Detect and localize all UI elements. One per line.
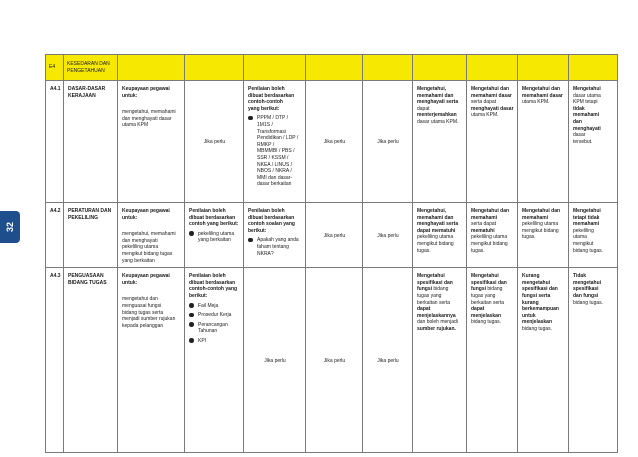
level-text-line: utama [573, 234, 587, 241]
bullet-icon [189, 313, 194, 318]
level-text-line: Mengetahui dan [522, 208, 561, 214]
competency-title [64, 203, 118, 268]
requirement-heading-line: untuk: [122, 279, 138, 286]
list-item [189, 338, 240, 345]
list-item [189, 322, 240, 335]
level-text-line: menterjemahkan [417, 112, 457, 119]
assessment-heading-line: Penilaian boleh [248, 86, 285, 92]
assessment-heading-line: yang berikut: [248, 105, 280, 112]
requirement-heading-line: untuk: [122, 214, 138, 221]
list-item-text: Prosedur Kerja [198, 312, 232, 319]
level-3-description [467, 81, 518, 203]
level-text-line: dan fungsi [573, 292, 599, 299]
list-item [189, 231, 240, 244]
level-text-line: memahami [573, 112, 600, 119]
level-text-line: Mengetahui, [417, 86, 447, 92]
list-item-text: dasar berkaitan [257, 181, 292, 188]
list-item-text: Transformasi [257, 128, 286, 135]
level-text-line: mengetahui [522, 279, 551, 286]
assessment-heading-line: dibuat berdasarkan [248, 214, 295, 221]
level-text-line: dapat [417, 105, 430, 112]
level-text-line: memahami [471, 214, 498, 221]
assessment-example-cell [185, 203, 244, 268]
level-text-line: Tidak [573, 273, 586, 280]
level-text-line: fungsi bidang [471, 286, 503, 293]
competency-title-line: PERATURAN DAN [68, 208, 112, 214]
requirement-heading-line: Keupayaan pegawai [122, 86, 170, 92]
level-text-line: memahami dasar [522, 92, 563, 99]
list-item-text: SSR / KSSM / [257, 154, 289, 161]
bullet-icon [189, 303, 194, 308]
spacer [122, 286, 181, 296]
level-text-line: memahami [573, 221, 600, 228]
competency-code: A4.1 [46, 81, 64, 203]
level-text-line: tersebut. [573, 138, 593, 145]
header-cell [306, 55, 363, 81]
level-text-line: dasar utama [573, 92, 601, 99]
bullet-icon [189, 322, 194, 327]
list-item-text: KPI [198, 337, 207, 344]
competency-title-line: DASAR-DASAR [68, 86, 106, 92]
not-applicable-cell: Jika perlu [306, 81, 363, 203]
level-text-line: Mengetahui [573, 86, 601, 92]
level-text-line: Mengetahui [417, 273, 445, 280]
level-text-line: utama KPM. [522, 99, 550, 106]
bullet-icon [189, 231, 194, 236]
level-text-line: serta dapat [471, 99, 497, 106]
level-text-line: tetapi tidak [573, 214, 600, 221]
assessment-example-cell [185, 268, 244, 453]
example-list [189, 303, 240, 345]
level-text-line: tugas. [471, 247, 485, 254]
level-text-tail: bidang [432, 286, 449, 293]
level-text-line: kurang [522, 299, 539, 306]
level-text-line: Kurang [522, 273, 540, 280]
level-text-line: Mengetahui dan [471, 208, 510, 214]
requirement-text-line: menjadi sumber rujukan [122, 316, 176, 323]
requirement-text-line: mengikut bidang tugas [122, 250, 173, 257]
list-item-text: RMKP / [257, 141, 275, 148]
competency-requirement [118, 81, 185, 203]
list-item-text: Fail Meja [198, 302, 219, 309]
list-item-text: Perancangan [198, 321, 228, 328]
list-item-text: PPPM / DTP / [257, 115, 289, 122]
list-item [248, 237, 302, 257]
level-1-description [569, 203, 618, 268]
competency-row [46, 268, 618, 453]
requirement-text-line: mengetahui, memahami [122, 231, 176, 238]
requirement-text-line: bidang tugas serta [122, 309, 164, 316]
level-text-line: mengetahui [573, 279, 602, 286]
level-text-line: dapat [417, 306, 431, 313]
level-text-line: dasar utama KPM. [417, 118, 459, 125]
level-4-description [413, 268, 467, 453]
assessment-heading-line: dibuat berdasarkan [189, 279, 236, 286]
level-text-line: menghayati [573, 125, 601, 132]
requirement-text-line: mengetahui, memahami [122, 109, 176, 116]
competency-requirement [118, 268, 185, 453]
competency-row [46, 81, 618, 203]
level-text-line: bidang tugas. [573, 247, 604, 254]
level-3-description [467, 203, 518, 268]
level-text-line: bidang tugas. [471, 319, 502, 326]
header-cell [413, 55, 467, 81]
level-text-line: menghayati dasar [471, 105, 514, 112]
competency-title-line: PENGUASAAN [68, 273, 104, 280]
assessment-heading-line: dibuat berdasarkan [248, 92, 295, 99]
requirement-heading-line: untuk: [122, 92, 138, 99]
level-text-line: mengikut bidang [417, 240, 454, 247]
list-item-text: 1M1S / [257, 121, 273, 128]
competency-title [64, 81, 118, 203]
level-text-line: bidang tugas. [522, 325, 553, 332]
not-applicable-cell: Jika perlu [185, 81, 244, 203]
header-cell [569, 55, 618, 81]
level-text-line: Mengetahui, [417, 208, 447, 214]
bullet-icon [248, 238, 253, 243]
not-applicable-cell: Jika perlu [363, 203, 413, 268]
competency-code: A4.3 [46, 268, 64, 453]
header-cell [363, 55, 413, 81]
competency-row [46, 203, 618, 268]
list-item [248, 115, 302, 188]
level-text-line: untuk [522, 312, 536, 319]
level-3-description [467, 268, 518, 453]
level-text-line: Mengetahui dan [522, 86, 561, 92]
level-text-line: dan boleh menjadi [417, 319, 458, 326]
list-item-text: Pendidikan / LDP / [257, 135, 299, 142]
requirement-text-line: yang berkaitan [122, 257, 155, 264]
list-item-text: pekeliling utama [198, 230, 235, 237]
level-text-line: serta dapat [471, 221, 497, 228]
level-text-line: tidak [573, 105, 585, 112]
assessment-heading-line: Penilaian boleh [248, 208, 285, 214]
level-text-line: Mengetahui [471, 273, 499, 280]
assessment-heading-line: berikut: [189, 292, 208, 299]
level-text-line: spesifikasi dan [417, 279, 453, 286]
competency-title-line: KERAJAAN [68, 92, 96, 99]
requirement-text-line: utama KPM [122, 122, 149, 129]
level-text-line: mematuhi [471, 227, 495, 234]
assessment-heading-line: dibuat berdasarkan [189, 214, 236, 221]
level-text-line: berkaitan serta [417, 299, 451, 306]
section-code: E4 [46, 55, 64, 81]
level-text-line: mengikut [573, 240, 594, 247]
competency-title-line: PEKELILING [68, 214, 99, 221]
header-cell [118, 55, 185, 81]
competency-title [64, 268, 118, 453]
level-text-line: bidang tugas. [573, 299, 604, 306]
page-number: 32 [4, 221, 15, 233]
level-4-description [413, 81, 467, 203]
level-1-description [569, 81, 618, 203]
page-number-tab [0, 211, 20, 243]
level-text-line: utama KPM. [471, 112, 499, 119]
level-2-description [518, 203, 569, 268]
list-item [189, 312, 240, 319]
not-applicable-cell: Jika perlu [306, 203, 363, 268]
competency-title-line: BIDANG TUGAS [68, 279, 107, 286]
assessment-heading-line: contoh soalan yang [248, 221, 295, 228]
level-text-tail: bidang [486, 286, 503, 293]
bullet-icon [189, 338, 194, 343]
level-text-line: KPM tetapi [573, 99, 598, 106]
level-text-line: berkemampuan [522, 306, 559, 313]
competency-code: A4.2 [46, 203, 64, 268]
level-text-line: tugas. [522, 234, 536, 241]
level-2-description [518, 81, 569, 203]
level-text-line: mengikut bidang [471, 240, 508, 247]
requirement-heading-line: Keupayaan pegawai [122, 208, 170, 214]
assessment-heading-line: Penilaian boleh [189, 273, 226, 280]
not-applicable-cell: Jika perlu [363, 268, 413, 453]
list-item-text: MBMMBI / PBS / [257, 148, 295, 155]
level-1-description [569, 268, 618, 453]
level-text-line: dapat mematuhi [417, 227, 456, 234]
level-text-line: memahami dan [417, 214, 454, 221]
level-text-line: dasar [573, 132, 586, 139]
header-cell [185, 55, 244, 81]
requirement-heading-line: Keupayaan pegawai [122, 273, 170, 280]
level-text-line: spesifikasi [573, 286, 599, 293]
assessment-example-cell [244, 81, 306, 203]
level-text-line: dan [573, 118, 582, 125]
list-item-text: yang berkaitan [198, 237, 231, 244]
level-text-line: memahami dasar [471, 92, 512, 99]
level-text-line: tugas. [417, 247, 431, 254]
section-title: KESEDARAN DAN PENGETAHUAN [64, 55, 118, 81]
list-item-text: NKEA / LINUS / [257, 161, 293, 168]
level-text-line: spesifikasi dan [471, 279, 507, 286]
level-text-line: pekeliling utama [522, 221, 559, 228]
level-text-line: dapat [471, 306, 485, 313]
level-text-line: sumber rujukan. [417, 325, 456, 332]
competency-table [45, 54, 618, 453]
level-text-line: tugas yang [417, 292, 442, 299]
level-text-line: menghayati serta [417, 99, 459, 106]
competency-requirement [118, 203, 185, 268]
level-text-line: menjelaskannya [417, 312, 456, 319]
level-text-line: Mengetahui [573, 208, 601, 214]
assessment-heading-line: Penilaian boleh [189, 208, 226, 214]
section-header-row [46, 55, 618, 81]
level-text-line: menjelaskan [522, 319, 553, 326]
level-text-line: pekeliling utama [471, 234, 508, 241]
list-item-text: NKRA? [257, 250, 274, 257]
requirement-text-line: dan menghayati dasar [122, 115, 172, 122]
level-text-line: memahami [522, 214, 549, 221]
requirement-text-line: mengetahui dan [122, 296, 158, 303]
level-text-line: pekeliling utama [417, 234, 454, 241]
header-cell [244, 55, 306, 81]
list-item [189, 303, 240, 310]
example-list [189, 231, 240, 244]
assessment-heading-line: contoh-contoh [248, 99, 283, 106]
not-applicable-cell: Jika perlu [244, 268, 306, 453]
header-cell [518, 55, 569, 81]
level-2-description [518, 268, 569, 453]
not-applicable-cell: Jika perlu [363, 81, 413, 203]
example-list [248, 237, 302, 257]
list-item-text: NBOS / NKRA / [257, 168, 292, 175]
level-text-line: fungsi bidang [417, 286, 449, 293]
level-text-line: fungsi serta [522, 292, 551, 299]
level-text-line: berkaitan serta [471, 299, 505, 306]
level-text-line: menjelaskan [471, 312, 502, 319]
requirement-text-line: menguasai fungsi [122, 302, 162, 309]
level-text-line: pekeliling [573, 227, 594, 234]
assessment-heading-line: berikut: [248, 227, 267, 234]
level-4-description [413, 203, 467, 268]
spacer [122, 99, 181, 109]
header-cell [467, 55, 518, 81]
requirement-text-line: kepada pelanggan [122, 322, 164, 329]
assessment-example-cell [244, 203, 306, 268]
spacer [122, 221, 181, 231]
example-list [248, 115, 302, 188]
level-text-line: menghayati serta [417, 221, 459, 228]
requirement-text-line: dan menghayati [122, 237, 158, 244]
list-item-text: Tahunan [198, 328, 218, 335]
level-text-line: tugas yang [471, 292, 496, 299]
level-text-line: mengikut bidang [522, 227, 559, 234]
list-item-text: Apakah yang anda [257, 237, 299, 244]
assessment-heading-line: contoh-contoh yang [189, 286, 238, 293]
bullet-icon [248, 116, 253, 121]
assessment-heading-line: contoh yang berikut: [189, 221, 239, 228]
level-text-line: spesifikasi dan [522, 286, 558, 293]
level-text-line: Mengetahui dan [471, 86, 510, 92]
list-item-text: MMI dan dasar- [257, 174, 293, 181]
requirement-text-line: pekeliling utama [122, 244, 159, 251]
not-applicable-cell: Jika perlu [306, 268, 363, 453]
level-text-line: memahami dan [417, 92, 454, 99]
list-item-text: faham tentang [257, 243, 289, 250]
